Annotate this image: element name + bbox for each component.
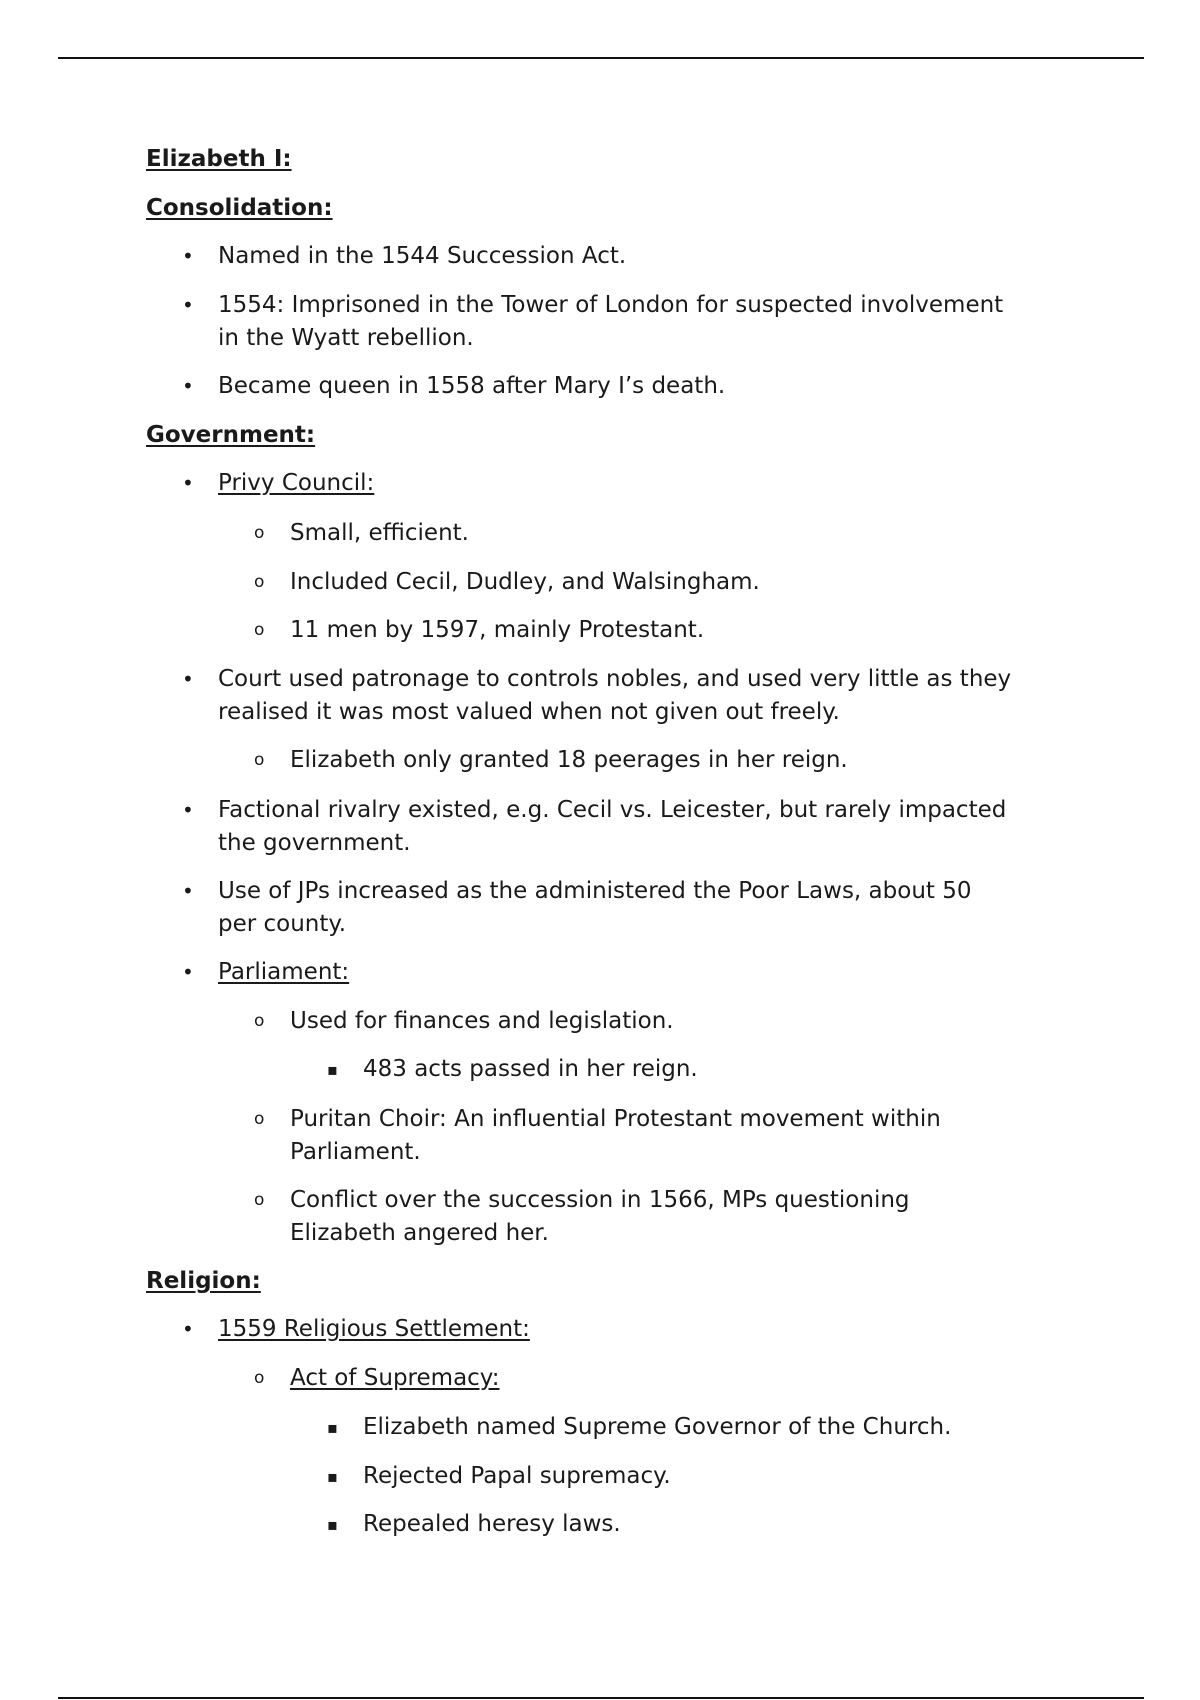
bullet-icon: • — [182, 879, 194, 903]
square-bullet-icon: ▪ — [327, 1060, 338, 1079]
sub-list-item-act-of-supremacy — [254, 1362, 500, 1395]
list-item-label: Privy Council: — [218, 470, 375, 496]
sub-sub-list-item — [327, 1508, 621, 1541]
list-item — [182, 370, 726, 403]
sub-list-item — [254, 1184, 910, 1217]
sub-list-item — [254, 1005, 674, 1038]
square-bullet-icon: ▪ — [327, 1467, 338, 1486]
sub-list-item — [254, 614, 705, 647]
list-item-continuation — [218, 322, 474, 355]
list-item-text: Became queen in 1558 after Mary I’s death. — [218, 373, 726, 399]
sub-sub-list-item — [327, 1053, 698, 1086]
list-item-text: per county. — [218, 911, 347, 937]
list-item — [182, 240, 627, 273]
sub-list-item-continuation — [290, 1136, 421, 1169]
bullet-icon: • — [182, 471, 194, 495]
sub-list-item-label: Act of Supremacy: — [290, 1365, 500, 1391]
square-bullet-icon: ▪ — [327, 1515, 338, 1534]
list-item-label: 1559 Religious Settlement: — [218, 1316, 530, 1342]
document-title: Elizabeth I: — [146, 146, 292, 172]
circle-bullet-icon: o — [254, 750, 265, 770]
sub-list-item-text: Small, efficient. — [290, 520, 469, 546]
sub-list-item-text: 11 men by 1597, mainly Protestant. — [290, 617, 705, 643]
sub-sub-list-item-text: 483 acts passed in her reign. — [363, 1056, 698, 1082]
list-item-continuation — [218, 696, 840, 729]
list-item-text: Factional rivalry existed, e.g. Cecil vs. Leicester, but rarely impacted — [218, 797, 1007, 823]
list-item-text: the government. — [218, 830, 411, 856]
list-item-religious-settlement — [182, 1313, 530, 1346]
sub-sub-list-item — [327, 1411, 952, 1444]
bullet-icon: • — [182, 1317, 194, 1341]
list-item-continuation — [218, 908, 346, 941]
list-item — [182, 794, 1007, 827]
sub-sub-list-item-text: Rejected Papal supremacy. — [363, 1463, 671, 1489]
sub-list-item-text: Used for finances and legislation. — [290, 1008, 674, 1034]
bullet-icon: • — [182, 293, 194, 317]
sub-list-item — [254, 566, 760, 599]
circle-bullet-icon: o — [254, 1011, 265, 1031]
bullet-icon: • — [182, 798, 194, 822]
bullet-icon: • — [182, 667, 194, 691]
section-heading-government: Government: — [146, 422, 316, 448]
sub-list-item-text: Included Cecil, Dudley, and Walsingham. — [290, 569, 760, 595]
sub-list-item — [254, 517, 469, 550]
list-item-text: in the Wyatt rebellion. — [218, 325, 474, 351]
circle-bullet-icon: o — [254, 1190, 265, 1210]
sub-sub-list-item-text: Elizabeth named Supreme Governor of the Church. — [363, 1414, 952, 1440]
circle-bullet-icon: o — [254, 1109, 265, 1129]
sub-list-item-text: Conflict over the succession in 1566, MPs questioning — [290, 1187, 910, 1213]
list-item — [182, 875, 972, 908]
sub-list-item-text: Parliament. — [290, 1139, 421, 1165]
list-item-continuation — [218, 827, 411, 860]
section-heading-consolidation: Consolidation: — [146, 195, 333, 221]
sub-list-item — [254, 744, 848, 777]
list-item — [182, 663, 1012, 696]
list-item-text: 1554: Imprisoned in the Tower of London for suspected involvement — [218, 292, 1004, 318]
sub-list-item-continuation — [290, 1217, 549, 1250]
sub-list-item — [254, 1103, 941, 1136]
sub-sub-list-item — [327, 1460, 671, 1493]
sub-sub-list-item-text: Repealed heresy laws. — [363, 1511, 621, 1537]
list-item-text: realised it was most valued when not given out freely. — [218, 699, 840, 725]
list-item-text: Named in the 1544 Succession Act. — [218, 243, 627, 269]
footer-rule — [58, 1697, 1144, 1699]
list-item-text: Use of JPs increased as the administered the Poor Laws, about 50 — [218, 878, 972, 904]
circle-bullet-icon: o — [254, 572, 265, 592]
list-item-parliament — [182, 956, 350, 989]
bullet-icon: • — [182, 374, 194, 398]
square-bullet-icon: ▪ — [327, 1418, 338, 1437]
circle-bullet-icon: o — [254, 523, 265, 543]
circle-bullet-icon: o — [254, 620, 265, 640]
section-heading-religion: Religion: — [146, 1268, 261, 1294]
list-item-text: Court used patronage to controls nobles, and used very little as they — [218, 666, 1012, 692]
bullet-icon: • — [182, 244, 194, 268]
sub-list-item-text: Elizabeth only granted 18 peerages in her reign. — [290, 747, 848, 773]
sub-list-item-text: Puritan Choir: An influential Protestant movement within — [290, 1106, 941, 1132]
list-item-privy-council — [182, 467, 375, 500]
bullet-icon: • — [182, 960, 194, 984]
list-item — [182, 289, 1004, 322]
circle-bullet-icon: o — [254, 1368, 265, 1388]
list-item-label: Parliament: — [218, 959, 350, 985]
sub-list-item-text: Elizabeth angered her. — [290, 1220, 549, 1246]
